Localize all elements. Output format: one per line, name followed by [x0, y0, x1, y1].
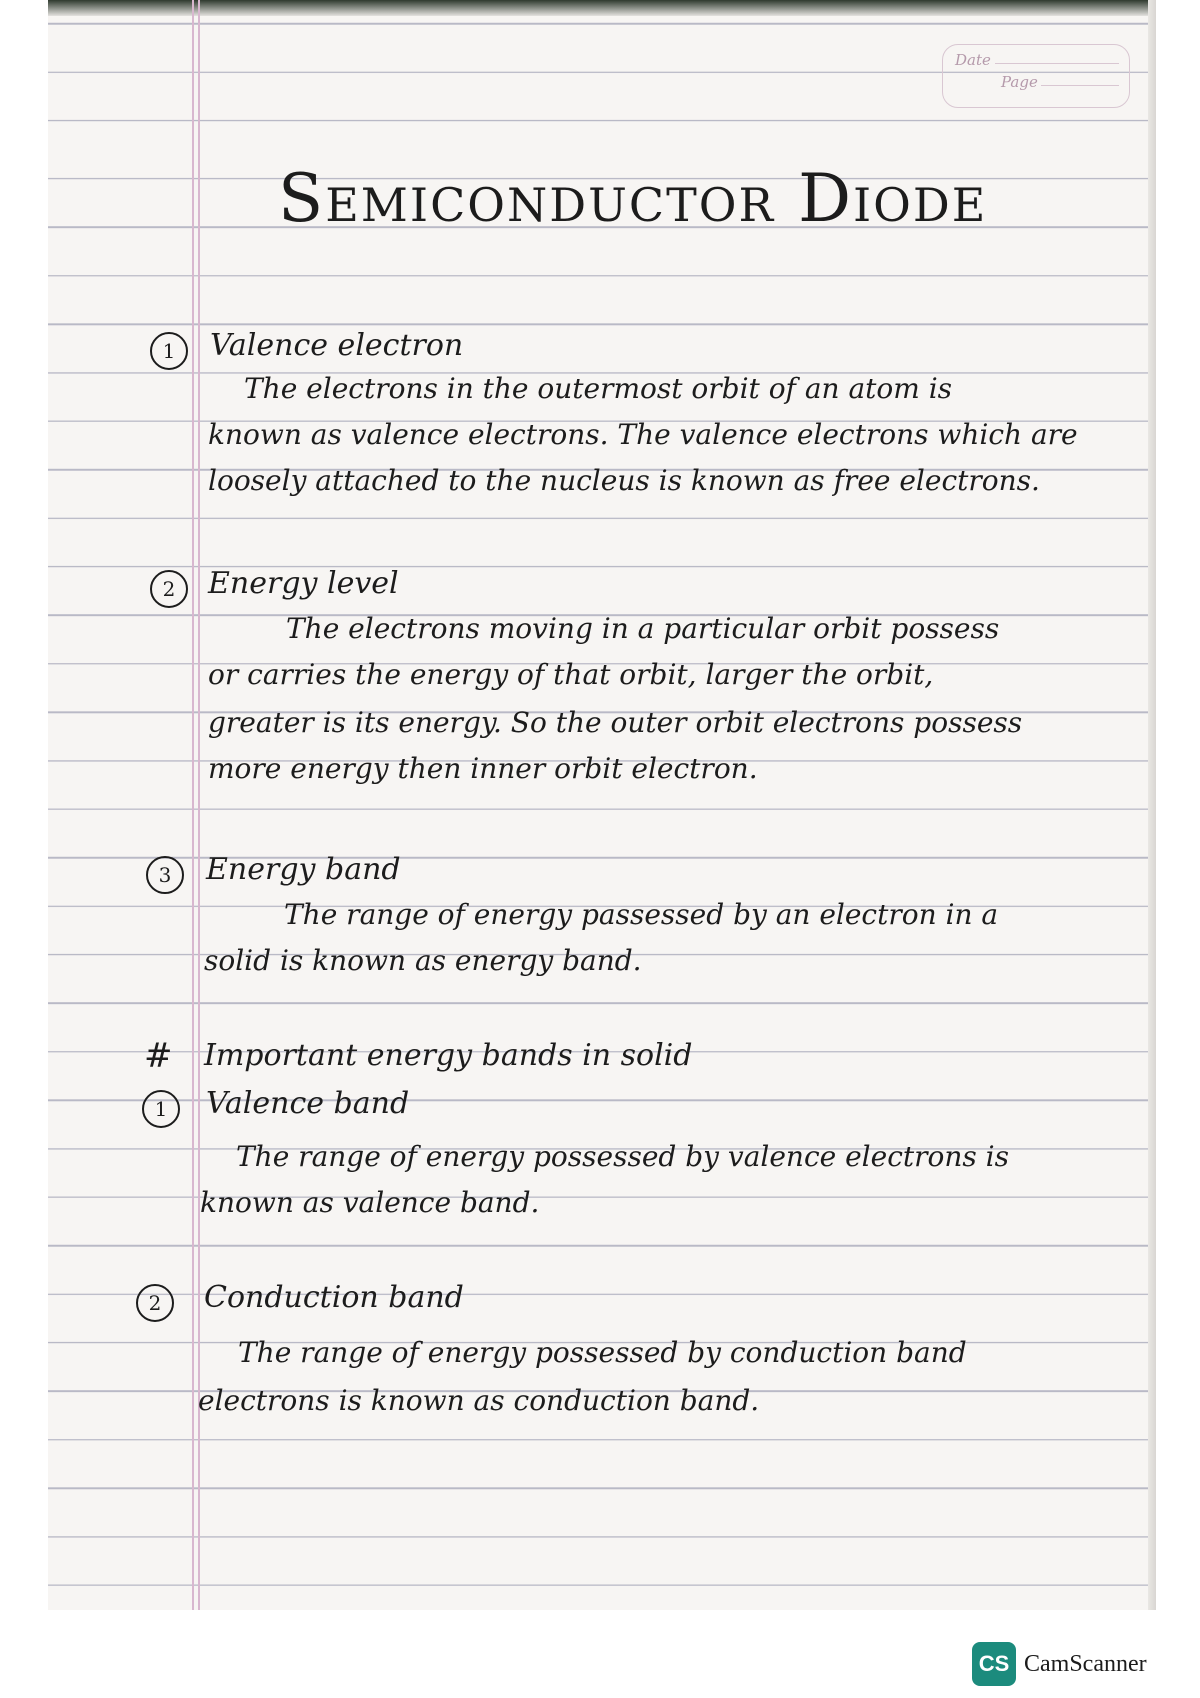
- page-title: Semiconductor Diode: [278, 160, 988, 237]
- important-heading: Important energy bands in solid: [204, 1038, 693, 1073]
- text-line: greater is its energy. So the outer orbit electrons possess: [208, 706, 1023, 739]
- date-label: Date: [955, 51, 991, 69]
- margin-line: [192, 0, 194, 1610]
- text-line: solid is known as energy band.: [204, 944, 642, 977]
- notebook-page: [48, 0, 1156, 1610]
- band-heading: Conduction band: [204, 1280, 464, 1315]
- text-line: The range of energy possessed by conduction band: [238, 1336, 967, 1369]
- band-heading: Valence band: [206, 1086, 410, 1121]
- hash-symbol: #: [144, 1036, 173, 1076]
- text-line: electrons is known as conduction band.: [198, 1384, 760, 1417]
- text-line: The range of energy passessed by an electron in a: [284, 898, 999, 931]
- text-line: known as valence band.: [200, 1186, 540, 1219]
- band-number: 1: [142, 1090, 180, 1128]
- text-line: The electrons in the outermost orbit of an atom is: [244, 372, 953, 405]
- camscanner-label: CamScanner: [1024, 1650, 1147, 1677]
- text-line: loosely attached to the nucleus is known as free electrons.: [208, 464, 1040, 497]
- section-number: 3: [146, 856, 184, 894]
- section-number: 1: [150, 332, 188, 370]
- section-heading: Valence electron: [210, 328, 464, 363]
- date-page-box: [942, 44, 1130, 108]
- date-rule: [995, 63, 1119, 64]
- page-right-edge: [1148, 0, 1156, 1610]
- camscanner-logo-icon: CS: [972, 1642, 1016, 1686]
- band-number: 2: [136, 1284, 174, 1322]
- camscanner-watermark: [972, 1642, 1147, 1686]
- section-number: 2: [150, 570, 188, 608]
- page-label: Page: [1001, 73, 1038, 91]
- section-heading: Energy level: [208, 566, 399, 601]
- page-rule: [1041, 85, 1119, 86]
- text-line: or carries the energy of that orbit, larger the orbit,: [208, 658, 934, 691]
- text-line: more energy then inner orbit electron.: [208, 752, 758, 785]
- page-top-shadow: [48, 0, 1156, 16]
- text-line: The electrons moving in a particular orbit possess: [286, 612, 1000, 645]
- margin-line-second: [198, 0, 200, 1610]
- section-heading: Energy band: [206, 852, 401, 887]
- text-line: The range of energy possessed by valence electrons is: [236, 1140, 1009, 1173]
- text-line: known as valence electrons. The valence electrons which are: [208, 418, 1078, 451]
